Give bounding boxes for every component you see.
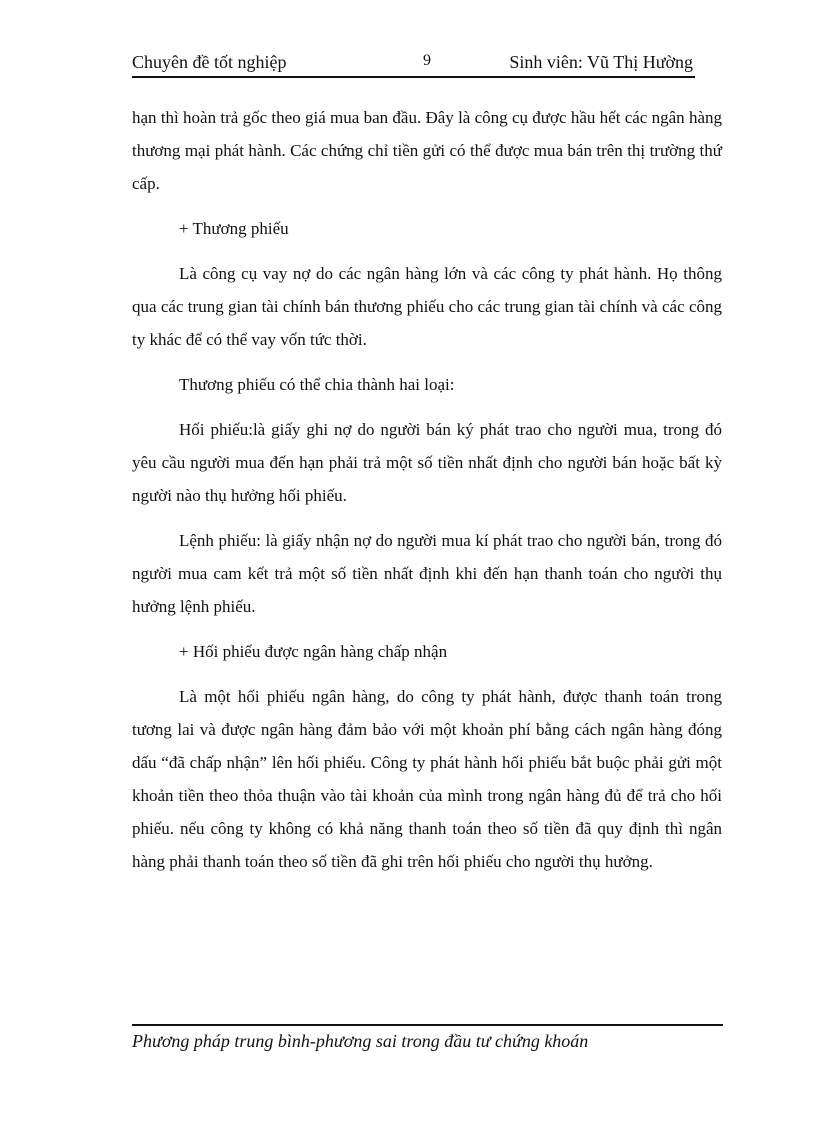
heading-thuong-phieu: + Thương phiếu — [179, 219, 289, 238]
paragraph-hoi-phieu: Hối phiếu:là giấy ghi nợ do người bán ký phát trao cho người mua, trong đó yêu cầu người mua đến hạn phải trả một số tiền nhất định cho người bán hoặc bất kỳ người nào thụ hưởng hối phiếu. — [132, 420, 722, 505]
paragraph-two-types: Thương phiếu có thể chia thành hai loại: — [179, 375, 455, 394]
paragraph-continuation: hạn thì hoàn trả gốc theo giá mua ban đầu. Đây là công cụ được hầu hết các ngân hàng thương mại phát hành. Các chứng chỉ tiền gửi có thể được mua bán trên thị trường thứ cấp. — [132, 108, 722, 193]
footer-title: Phương pháp trung bình-phương sai trong đầu tư chứng khoán — [132, 1031, 589, 1051]
heading-hoi-phieu-chap-nhan: + Hối phiếu được ngân hàng chấp nhận — [179, 642, 448, 661]
paragraph-thuong-phieu-definition: Là công cụ vay nợ do các ngân hàng lớn và các công ty phát hành. Họ thông qua các trung gian tài chính bán thương phiếu cho các trung gian tài chính và các công ty khác để có thể vay vốn tức thời. — [132, 264, 722, 349]
header-student-name: Sinh viên: Vũ Thị Hường — [509, 52, 693, 72]
body-text — [132, 101, 722, 890]
paragraph-lenh-phieu: Lệnh phiếu: là giấy nhận nợ do người mua kí phát trao cho người bán, trong đó người mua cam kết trả một số tiền nhất định khi đến hạn thanh toán cho người thụ hưởng lệnh phiếu. — [132, 531, 722, 616]
footer-divider — [132, 1024, 723, 1026]
page-header — [132, 52, 695, 78]
page-number: 9 — [423, 52, 431, 69]
header-document-type: Chuyên đề tốt nghiệp — [132, 52, 287, 72]
paragraph-hoi-phieu-chap-nhan: Là một hối phiếu ngân hàng, do công ty phát hành, được thanh toán trong tương lai và được ngân hàng đảm bảo với một khoản phí bằng cách ngân hàng đóng dấu “đã chấp nhận” lên hối phiếu. Công ty phát hành hối phiếu bắt buộc phải gửi một khoản tiền theo thỏa thuận vào tài khoản của mình trong ngân hàng đủ để trả cho hối phiếu. nếu công ty không có khả năng thanh toán theo số tiền đã quy định thì ngân hàng phải thanh toán theo số tiền đã ghi trên hối phiếu cho người thụ hưởng. — [132, 687, 722, 871]
